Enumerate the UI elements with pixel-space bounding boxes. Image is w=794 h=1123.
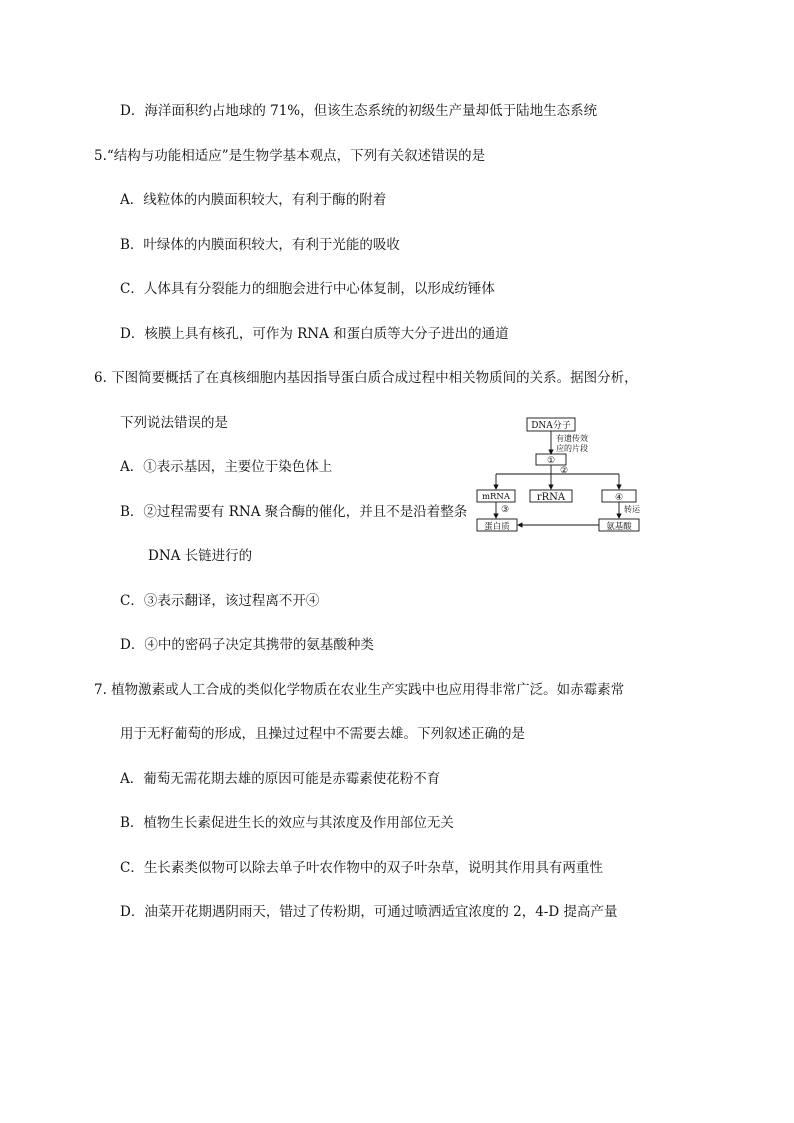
q6-option-b-line1: B．②过程需要有 RNA 聚合酶的催化，并且不是沿着整条 bbox=[120, 504, 468, 520]
q6-option-b-line2: DNA 长链进行的 bbox=[148, 548, 253, 564]
q5-option-b: B．叶绿体的内膜面积较大，有利于光能的吸收 bbox=[120, 237, 400, 253]
q7-option-a: A．葡萄无需花期去雄的原因可能是赤霉素使花粉不育 bbox=[120, 771, 441, 787]
q7-stem-line2: 用于无籽葡萄的形成，且操过过程中不需要去雄。下列叙述正确的是 bbox=[120, 726, 525, 742]
q7-stem-line1: 7. 植物激素或人工合成的类似化学物质在农业生产实践中也应用得非常广泛。如赤霉素常 bbox=[94, 682, 625, 698]
q7-option-b: B．植物生长素促进生长的效应与其浓度及作用部位无关 bbox=[120, 815, 454, 831]
q5-option-c: C．人体具有分裂能力的细胞会进行中心体复制，以形成纺锤体 bbox=[120, 281, 495, 297]
diagram-transport-label: 转运 bbox=[624, 505, 640, 514]
q4-option-d: D．海洋面积约占地球的 71%，但该生态系统的初级生产量却低于陆地生态系统 bbox=[120, 103, 598, 119]
diagram-segment-label-2: 应的片段 bbox=[556, 444, 588, 453]
diagram-rrna-label: rRNA bbox=[536, 492, 566, 503]
diagram-amino-acid-label: 氨基酸 bbox=[606, 522, 632, 532]
diagram-protein-label: 蛋白质 bbox=[484, 522, 510, 532]
diagram-circle-3: ③ bbox=[501, 505, 510, 515]
q5-stem: 5.“结构与功能相适应”是生物学基本观点，下列有关叙述错误的是 bbox=[94, 148, 486, 164]
diagram-dna-label: DNA分子 bbox=[531, 421, 571, 431]
diagram-circle-1: ① bbox=[546, 456, 556, 466]
q5-option-a: A．线粒体的内膜面积较大，有利于酶的附着 bbox=[120, 192, 387, 208]
diagram-circle-2: ② bbox=[560, 466, 569, 476]
gene-expression-diagram bbox=[470, 412, 650, 537]
diagram-mrna-label: mRNA bbox=[481, 492, 511, 502]
q7-option-d: D．油菜开花期遇阴雨天，错过了传粉期，可通过喷洒适宜浓度的 2，4-D 提高产量 bbox=[120, 904, 618, 920]
q5-option-d: D．核膜上具有核孔，可作为 RNA 和蛋白质等大分子进出的通道 bbox=[120, 326, 509, 342]
q6-option-c: C．③表示翻译，该过程离不开④ bbox=[120, 593, 320, 609]
q6-option-a: A．①表示基因，主要位于染色体上 bbox=[120, 459, 333, 475]
q6-stem-line1: 6. 下图简要概括了在真核细胞内基因指导蛋白质合成过程中相关物质间的关系。据图分析， bbox=[94, 370, 638, 386]
diagram-circle-4: ④ bbox=[614, 493, 624, 503]
diagram-segment-label-1: 有遗传效 bbox=[556, 434, 588, 443]
q6-stem-line2: 下列说法错误的是 bbox=[120, 415, 228, 431]
q6-option-d: D．④中的密码子决定其携带的氨基酸种类 bbox=[120, 637, 374, 653]
q7-option-c: C．生长素类似物可以除去单子叶农作物中的双子叶杂草，说明其作用具有两重性 bbox=[120, 860, 603, 876]
